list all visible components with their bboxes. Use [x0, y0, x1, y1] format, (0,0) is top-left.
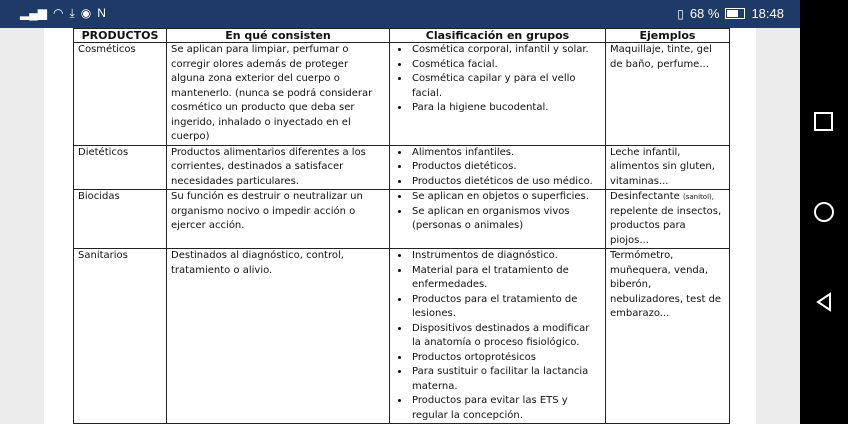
vpn-icon: ◉ [80, 6, 92, 20]
navigation-bar [800, 0, 848, 424]
examples-cell: Leche infantil, alimentos sin gluten, vitaminas... [606, 145, 730, 190]
table-row [74, 43, 730, 146]
products-table [73, 28, 730, 424]
group-item: • Productos ortoprotésicos [410, 351, 601, 366]
product-cell: Biocidas [74, 190, 167, 249]
header-groups: Clasificación en grupos [390, 29, 606, 43]
signal-icon: ▂▄▆ [20, 6, 47, 20]
group-item: • Cosmética corporal, infantil y solar. [410, 43, 601, 58]
header-description: En qué consisten [167, 29, 390, 43]
group-item: • Productos para evitar las ETS y regular la concepción. [410, 394, 601, 423]
group-item: • Para la higiene bucodental. [410, 101, 601, 116]
group-item: • Cosmética capilar y para el vello facial. [410, 72, 601, 101]
example-note: (sanitol), [683, 193, 714, 201]
group-item: • Para sustituir o facilitar la lactancia materna. [410, 365, 601, 394]
header-products: PRODUCTOS [74, 29, 167, 43]
back-triangle-icon[interactable] [812, 290, 836, 314]
examples-cell: Maquillaje, tinte, gel de baño, perfume... [606, 43, 730, 146]
wifi-icon: ◠ [52, 6, 64, 20]
recents-square-icon[interactable] [812, 110, 836, 134]
example-main: Desinfectante [610, 191, 680, 202]
description-cell: Su función es destruir o neutralizar un organismo nocivo o impedir acción o ejercer acción. [167, 190, 390, 249]
product-cell: Dietéticos [74, 145, 167, 190]
product-cell: Sanitarios [74, 249, 167, 424]
status-right-icons [677, 6, 784, 21]
group-item: • Cosmética facial. [410, 58, 601, 73]
groups-cell [390, 145, 606, 190]
groups-cell [390, 190, 606, 249]
group-item: • Dispositivos destinados a modificar la anatomía o proceso fisiológico. [410, 322, 601, 351]
examples-cell: Termómetro, muñequera, venda, biberón, nebulizadores, test de embarazo... [606, 249, 730, 424]
examples-cell [606, 190, 730, 249]
n-notification-icon: N [97, 6, 106, 20]
description-cell: Destinados al diagnóstico, control, tratamiento o alivio. [167, 249, 390, 424]
table-row [74, 249, 730, 424]
group-item: • Productos dietéticos de uso médico. [410, 175, 601, 190]
example-rest: repelente de insectos, productos para piojos... [610, 205, 722, 246]
header-examples: Ejemplos [606, 29, 730, 43]
clock: 18:48 [751, 6, 784, 21]
product-cell: Cosméticos [74, 43, 167, 146]
table-row [74, 190, 730, 249]
group-item: • Productos para el tratamiento de lesiones. [410, 293, 601, 322]
groups-cell [390, 249, 606, 424]
status-left-icons [20, 6, 106, 20]
group-item: • Material para el tratamiento de enfermedades. [410, 264, 601, 293]
table-header-row [74, 29, 730, 43]
home-circle-icon[interactable] [812, 200, 836, 224]
description-cell: Productos alimentarios diferentes a los corrientes, destinados a satisfacer necesidades particulares. [167, 145, 390, 190]
table-row [74, 145, 730, 190]
battery-percent: 68 % [689, 6, 720, 21]
group-item: • Productos dietéticos. [410, 160, 601, 175]
group-item: • Instrumentos de diagnóstico. [410, 249, 601, 264]
download-icon: ⤓ [69, 6, 75, 20]
groups-cell [390, 43, 606, 146]
group-item: • Se aplican en organismos vivos (personas o animales) [410, 205, 601, 234]
vibrate-icon: ▯ [677, 6, 684, 21]
description-cell: Se aplican para limpiar, perfumar o corregir olores además de proteger alguna zona exterior del cuerpo o mantenerlo. (nunca se podrá considerar cosmético un producto que deba ser ingerido, inhalado o inyectado en el cuerpo) [167, 43, 390, 146]
battery-icon [725, 8, 745, 19]
status-bar [0, 0, 800, 28]
group-item: • Alimentos infantiles. [410, 146, 601, 161]
group-item: • Se aplican en objetos o superficies. [410, 190, 601, 205]
